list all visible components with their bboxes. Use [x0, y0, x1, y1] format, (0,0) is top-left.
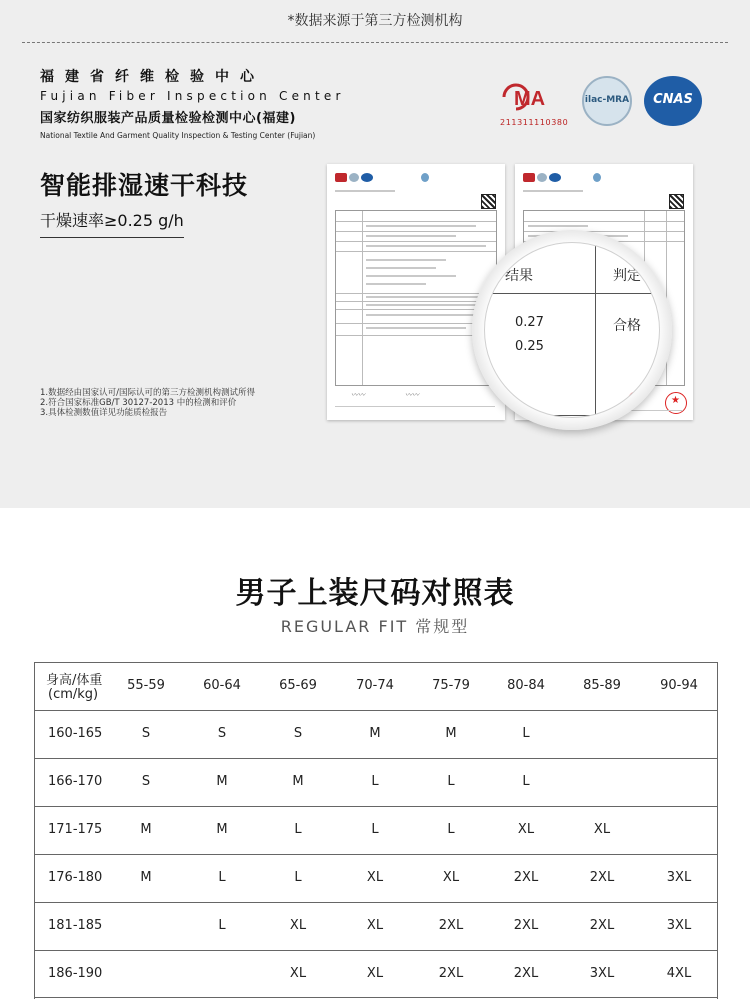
weight-column-header: 90-94 — [660, 678, 698, 693]
size-cell: M — [292, 774, 304, 789]
mini-cma-logo — [335, 173, 347, 182]
magnifier-result-header: 结果 — [505, 268, 533, 284]
drying-rate-spec: 干燥速率≥0.25 g/h — [40, 208, 184, 238]
height-range-label: 160-165 — [48, 726, 103, 741]
weight-column-header: 80-84 — [507, 678, 545, 693]
cnas-logo — [644, 76, 702, 126]
size-cell: M — [369, 726, 381, 741]
size-cell: S — [293, 726, 303, 741]
weight-column-header: 70-74 — [356, 678, 394, 693]
mini-ilac-logo — [349, 173, 359, 182]
mini-cma-logo — [523, 173, 535, 182]
magnifier-judge-header: 判定 — [613, 268, 641, 284]
size-cell: S — [141, 726, 151, 741]
weight-column-header: 60-64 — [203, 678, 241, 693]
test-note-2: 2.符合国家标准GB/T 30127-2013 中的检测和评价 — [40, 398, 237, 408]
test-notes — [40, 388, 255, 418]
mini-cnas-logo — [361, 173, 373, 182]
size-cell: S — [217, 726, 227, 741]
mini-uts-logo — [593, 173, 601, 182]
size-cell: 3XL — [666, 870, 692, 885]
size-cell: L — [218, 918, 226, 933]
size-cell: XL — [517, 822, 535, 837]
height-range-label: 171-175 — [48, 822, 103, 837]
height-range-label: 181-185 — [48, 918, 103, 933]
cnas-logo-text: CNAS — [653, 92, 693, 107]
size-cell: M — [140, 870, 152, 885]
mini-uts-logo — [421, 173, 429, 182]
size-cell: 3XL — [666, 918, 692, 933]
signature-mark: 〰〰 — [351, 391, 365, 399]
size-chart-subtitle: REGULAR FIT 常规型 — [280, 617, 470, 636]
size-cell: 2XL — [513, 966, 539, 981]
magnifier-judgement: 合格 — [613, 318, 641, 334]
size-cell: 2XL — [438, 918, 464, 933]
test-note-1: 1.数据经由国家认可/国际认可的第三方检测机构测试所得 — [40, 388, 255, 398]
size-cell: 4XL — [666, 966, 692, 981]
size-cell: L — [522, 774, 530, 789]
org-name-en-secondary: National Textile And Garment Quality Inspection & Testing Center (Fujian) — [40, 131, 316, 140]
size-cell: XL — [366, 870, 384, 885]
size-cell: 2XL — [513, 870, 539, 885]
qr-code-icon — [669, 194, 684, 209]
official-stamp-icon — [627, 391, 649, 413]
size-cell: L — [447, 774, 455, 789]
weight-column-header: 85-89 — [583, 678, 621, 693]
size-cell: 3XL — [589, 966, 615, 981]
weight-column-header: 65-69 — [279, 678, 317, 693]
technology-title: 智能排湿速干科技 — [40, 171, 249, 200]
cma-logo-text: MA — [514, 88, 546, 110]
dashed-divider — [22, 42, 728, 43]
testing-organization — [40, 66, 360, 140]
magnifier-value: 0.27 — [515, 315, 544, 330]
size-cell: M — [445, 726, 457, 741]
certification-logos — [496, 74, 716, 134]
size-cell: 2XL — [589, 918, 615, 933]
org-name-cn-secondary: 国家纺织服装产品质量检验检测中心(福建) — [40, 111, 296, 126]
cma-logo — [500, 82, 562, 112]
size-cell: L — [371, 774, 379, 789]
size-cell: XL — [289, 966, 307, 981]
magnifier-lens — [484, 242, 660, 418]
size-cell: XL — [366, 966, 384, 981]
weight-column-header: 75-79 — [432, 678, 470, 693]
weight-column-header: 55-59 — [127, 678, 165, 693]
report-table — [335, 210, 497, 386]
magnifier-value: 0.25 — [515, 339, 544, 354]
height-range-label: 186-190 — [48, 966, 103, 981]
ilac-mra-logo — [582, 76, 632, 126]
header-label-units: (cm/kg) — [48, 687, 99, 702]
signature-mark: 〰〰 — [405, 391, 419, 399]
size-chart-title: 男子上装尺码对照表 — [235, 576, 515, 611]
test-note-3: 3.具体检测数值详见功能质检报告 — [40, 408, 168, 418]
size-cell: 2XL — [589, 870, 615, 885]
size-cell: XL — [366, 918, 384, 933]
report-header — [523, 170, 685, 186]
mini-cnas-logo — [549, 173, 561, 182]
ilac-mra-logo-text: ilac-MRA — [584, 95, 630, 105]
size-cell: L — [218, 870, 226, 885]
height-range-label: 166-170 — [48, 774, 103, 789]
mini-ilac-logo — [537, 173, 547, 182]
size-cell: L — [294, 870, 302, 885]
size-cell: M — [216, 822, 228, 837]
org-name-en: Fujian Fiber Inspection Center — [40, 89, 345, 103]
qr-code-icon — [481, 194, 496, 209]
size-cell: 2XL — [513, 918, 539, 933]
data-source-note: *数据来源于第三方检测机构 — [287, 13, 463, 29]
size-cell: M — [140, 822, 152, 837]
org-name-cn: 福建省纤维检验中心 — [40, 69, 265, 85]
size-cell: XL — [289, 918, 307, 933]
cma-number: 211311110380 — [500, 118, 569, 127]
size-cell: XL — [442, 870, 460, 885]
header-label-height-weight: 身高/体重 — [46, 673, 103, 688]
height-range-label: 176-180 — [48, 870, 103, 885]
size-cell: S — [141, 774, 151, 789]
size-cell: M — [216, 774, 228, 789]
size-cell: L — [371, 822, 379, 837]
size-cell: 2XL — [438, 966, 464, 981]
size-cell: L — [447, 822, 455, 837]
size-cell: L — [522, 726, 530, 741]
size-cell: XL — [593, 822, 611, 837]
report-header — [335, 170, 497, 186]
size-cell: L — [294, 822, 302, 837]
